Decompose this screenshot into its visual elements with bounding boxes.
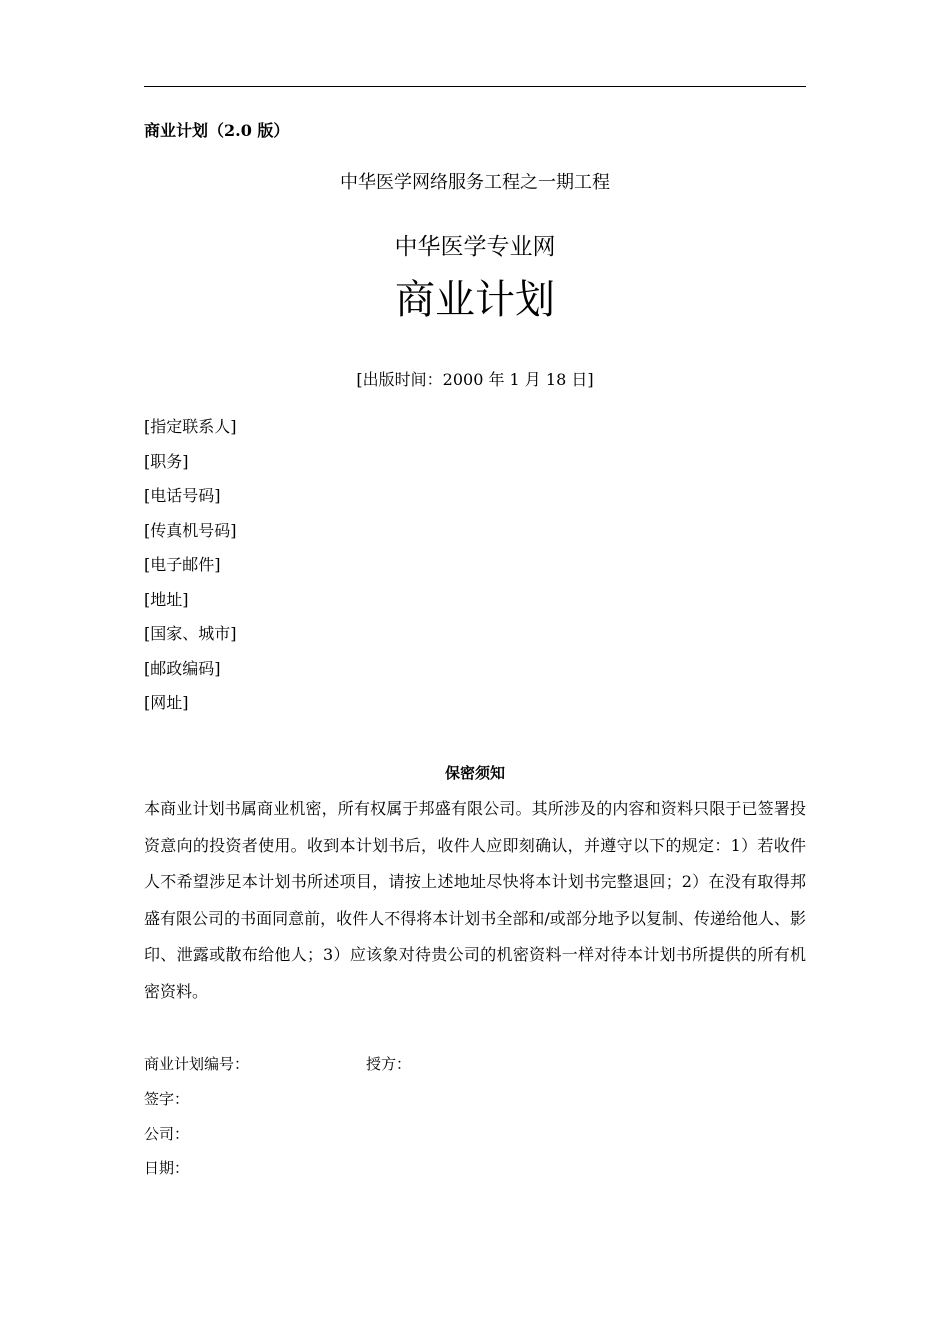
contact-field-list [144,410,237,721]
contact-field-person: [指定联系人] [144,417,237,436]
contact-field-position: [职务] [144,451,189,471]
contact-field-address: [地址] [144,589,189,609]
header-title: 商业计划（2.0 版） [144,121,290,140]
project-name: 中华医学网络服务工程之一期工程 [340,172,610,193]
date-label: 日期： [144,1159,190,1177]
company-label: 公司： [144,1125,190,1143]
contact-field-country-city: [国家、城市] [144,624,237,643]
document-title: 商业计划 [395,277,555,323]
contact-field-fax: [传真机号码] [144,520,237,540]
confidentiality-body: 本商业计划书属商业机密，所有权属于邦盛有限公司。其所涉及的内容和资料只限于已签署投资意向的投资者使用。收到本计划书后，收件人应即刻确认，并遵守以下的规定：1）若收件人不希望涉足本计划书所述项目，请按上述地址尽快将本计划书完整退回；2）在没有取得邦盛有限公司的书面同意前，收件人不得将本计划书全部和/或部分地予以复制、传递给他人、影印、泄露或散布给他人；3）应该象对待贵公司的机密资料一样对待本计划书所提供的所有机密资料。 [144,799,806,1001]
contact-field-postcode: [邮政编码] [144,658,221,678]
contact-field-phone: [电话号码] [144,486,221,505]
contact-field-website: [网址] [144,693,189,712]
grantee-label: 授方： [366,1055,412,1073]
publish-date: [出版时间：2000 年 1 月 18 日] [356,370,594,389]
confidentiality-title: 保密须知 [444,764,505,782]
signature-label: 签字： [144,1090,190,1108]
plan-number-label: 商业计划编号： [144,1055,250,1073]
header-rule [144,86,806,87]
site-name: 中华医学专业网 [394,234,556,260]
contact-field-email: [电子邮件] [144,555,221,574]
